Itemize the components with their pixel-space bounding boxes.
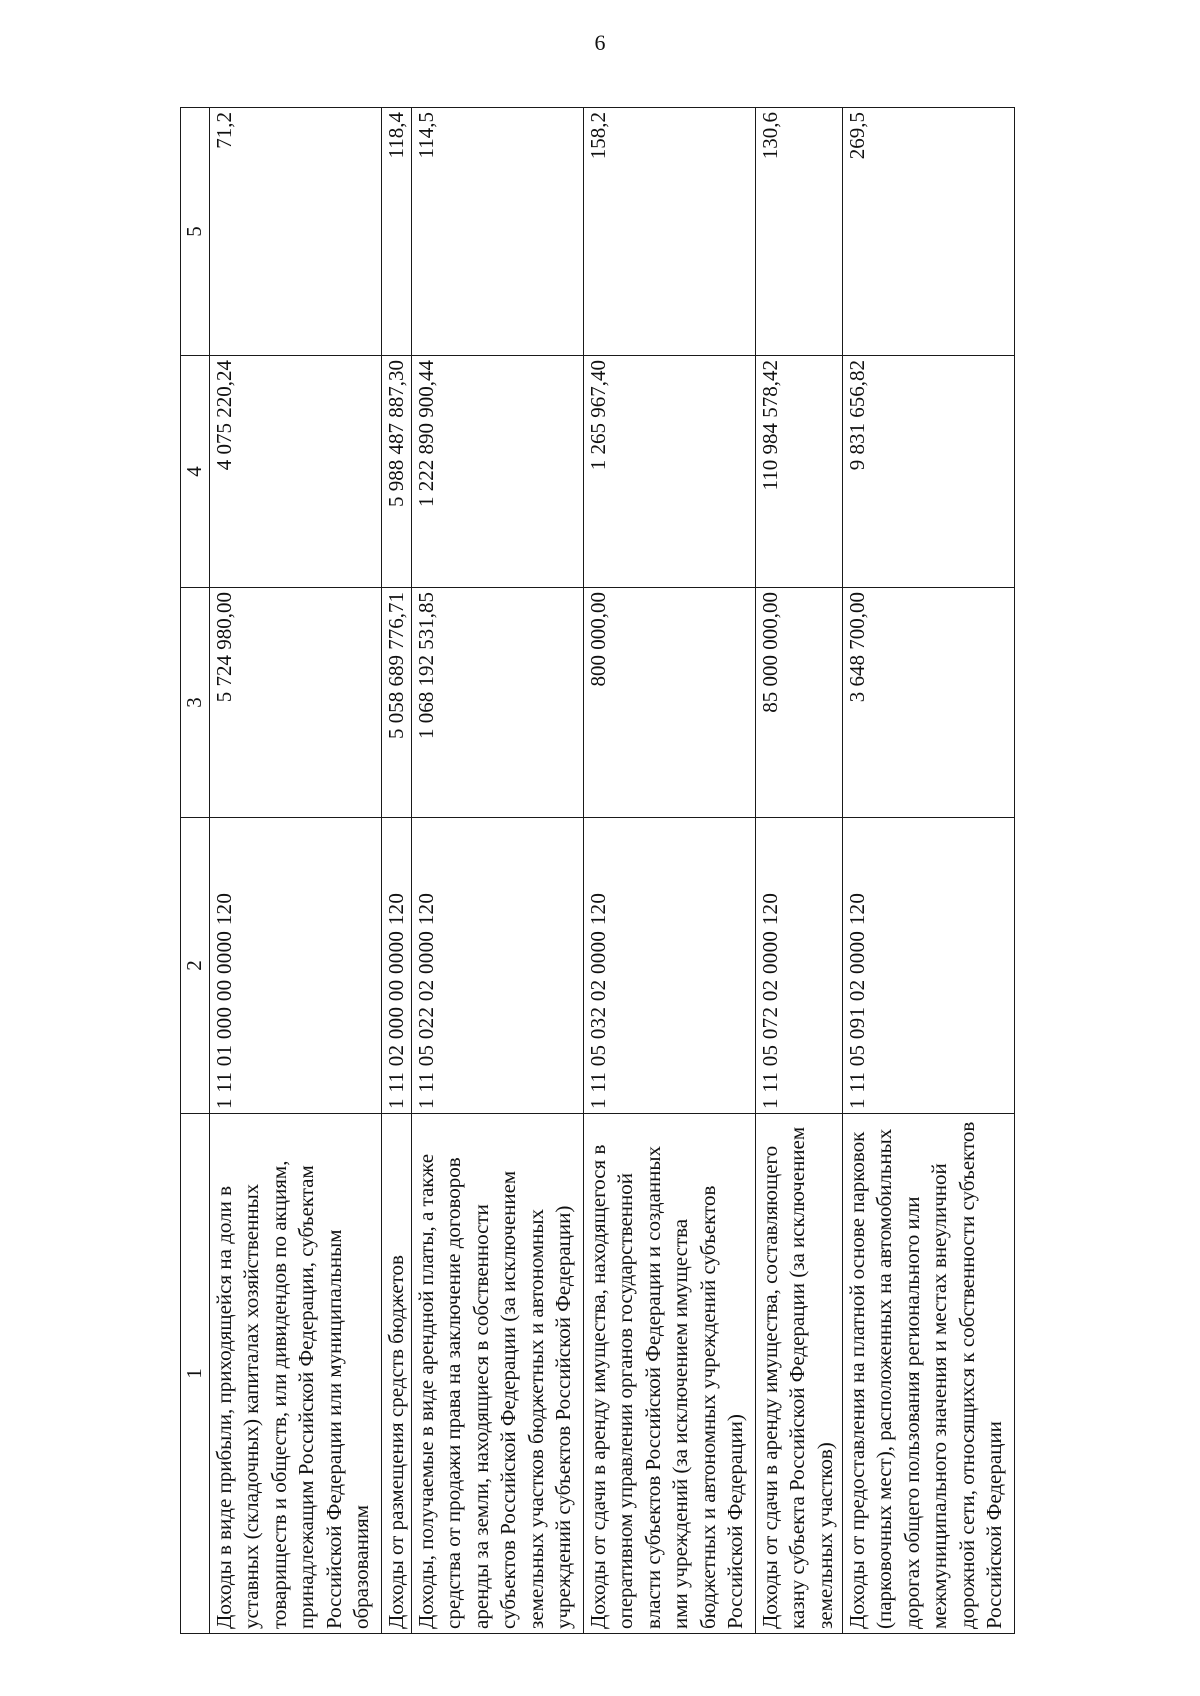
row-plan: 85 000 000,00 bbox=[755, 588, 842, 818]
row-code: 1 11 05 091 02 0000 120 bbox=[842, 818, 1014, 1114]
row-code: 1 11 02 000 00 0000 120 bbox=[381, 818, 411, 1114]
column-header-3: 3 bbox=[181, 588, 210, 818]
row-description: Доходы, получаемые в виде арендной платы, а также средства от продажи права на заключение договоров аренды за земли, находящиеся в собственности субъектов Российской Федерации (за исключением земельных участков бюджетных и автономных учреждений субъектов Российской Федерации) bbox=[411, 1114, 583, 1634]
row-description: Доходы от сдачи в аренду имущества, находящегося в оперативном управлении органов государственной власти субъектов Российской Федерации и созданных ими учреждений (за исключением имущества бюджетных и автономных учреждений субъектов Российской Федерации) bbox=[583, 1114, 755, 1634]
column-header-2: 2 bbox=[181, 818, 210, 1114]
row-code: 1 11 05 032 02 0000 120 bbox=[583, 818, 755, 1114]
row-percent: 114,5 bbox=[411, 108, 583, 356]
row-description: Доходы в виде прибыли, приходящейся на доли в уставных (складочных) капиталах хозяйственных товариществ и обществ, или дивидендов по акциям, принадлежащим Российской Федерации, субъектам Российской Федерации или муниципальным образованиям bbox=[209, 1114, 381, 1634]
table-row bbox=[755, 108, 842, 1634]
row-fact: 1 265 967,40 bbox=[583, 356, 755, 588]
row-fact: 5 988 487 887,30 bbox=[381, 356, 411, 588]
row-plan: 3 648 700,00 bbox=[842, 588, 1014, 818]
row-fact: 9 831 656,82 bbox=[842, 356, 1014, 588]
row-plan: 1 068 192 531,85 bbox=[411, 588, 583, 818]
revenue-table bbox=[180, 107, 1015, 1634]
row-fact: 110 984 578,42 bbox=[755, 356, 842, 588]
row-description: Доходы от сдачи в аренду имущества, составляющего казну субъекта Российской Федерации (за исключением земельных участков) bbox=[755, 1114, 842, 1634]
rotated-table-wrapper bbox=[180, 108, 1015, 1634]
row-percent: 158,2 bbox=[583, 108, 755, 356]
column-header-4: 4 bbox=[181, 356, 210, 588]
row-code: 1 11 05 072 02 0000 120 bbox=[755, 818, 842, 1114]
row-fact: 4 075 220,24 bbox=[209, 356, 381, 588]
table-row bbox=[842, 108, 1014, 1634]
row-code: 1 11 01 000 00 0000 120 bbox=[209, 818, 381, 1114]
row-description: Доходы от предоставления на платной основе парковок (парковочных мест), расположенных на автомобильных дорогах общего пользования регионального или межмуниципального значения и местах внеуличной дорожной сети, относящихся к собственности субъектов Российской Федерации bbox=[842, 1114, 1014, 1634]
row-description: Доходы от размещения средств бюджетов bbox=[381, 1114, 411, 1634]
row-plan: 5 058 689 776,71 bbox=[381, 588, 411, 818]
row-percent: 130,6 bbox=[755, 108, 842, 356]
row-percent: 269,5 bbox=[842, 108, 1014, 356]
row-plan: 800 000,00 bbox=[583, 588, 755, 818]
page-number: 6 bbox=[594, 30, 606, 55]
row-plan: 5 724 980,00 bbox=[209, 588, 381, 818]
row-percent: 118,4 bbox=[381, 108, 411, 356]
table-row bbox=[583, 108, 755, 1634]
row-percent: 71,2 bbox=[209, 108, 381, 356]
row-code: 1 11 05 022 02 0000 120 bbox=[411, 818, 583, 1114]
table-row bbox=[209, 108, 381, 1634]
table-row bbox=[381, 108, 411, 1634]
column-header-5: 5 bbox=[181, 108, 210, 356]
table-header-row bbox=[181, 108, 210, 1634]
row-fact: 1 222 890 900,44 bbox=[411, 356, 583, 588]
table-row bbox=[411, 108, 583, 1634]
column-header-1: 1 bbox=[181, 1114, 210, 1634]
